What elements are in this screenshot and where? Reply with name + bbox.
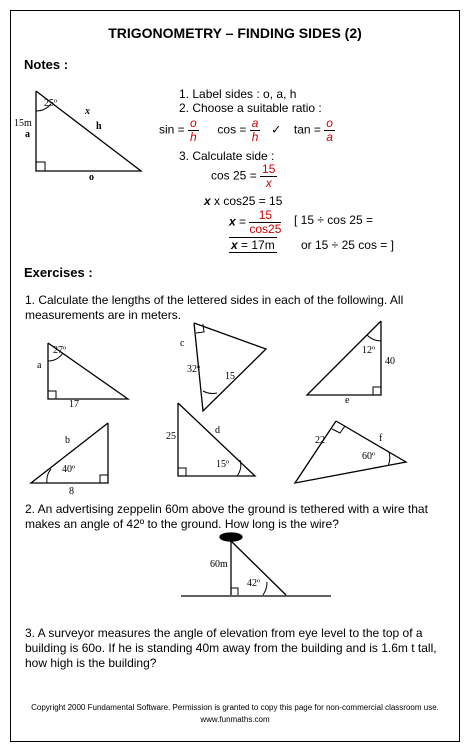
tan-den: a xyxy=(326,130,333,144)
calc-line-1-fraction xyxy=(260,163,277,190)
tan-fraction xyxy=(324,117,335,144)
cos-fraction xyxy=(250,117,261,144)
calc-line-1-num: 15 xyxy=(262,162,276,176)
calc-line-3-eq: = xyxy=(235,214,247,229)
ex5-angle: 15º xyxy=(216,459,230,470)
notes-hyp-x: x xyxy=(85,106,90,117)
ex4-side-b: b xyxy=(65,435,70,446)
ex1-angle: 27º xyxy=(53,345,67,356)
notes-hyp-h: h xyxy=(96,121,102,132)
calc-line-2-x: x xyxy=(204,194,211,208)
ex2-side-c: c xyxy=(180,338,185,349)
question-2: 2. An advertising zeppelin 60m above the ground is tethered with a wire that makes an angle of 42º to the ground. How long is the wire? xyxy=(25,502,428,531)
calc-line-1-den: x xyxy=(265,176,272,190)
ex1-side-a: a xyxy=(37,360,42,371)
ex1-base: 17 xyxy=(69,399,79,410)
notes-side-a: a xyxy=(25,129,30,140)
step-3: 3. Calculate side : xyxy=(179,149,275,163)
ex6-side-f: f xyxy=(379,433,383,444)
calc-line-2 xyxy=(204,194,282,208)
calc-note-2: or 15 ÷ 25 cos = ] xyxy=(301,238,394,252)
ex5-side: 25 xyxy=(166,431,176,442)
ex5-side-d: d xyxy=(215,425,220,436)
footer-copyright: Copyright 2000 Fundamental Software. Permission is granted to copy this page for non-commercial classroom use. xyxy=(31,703,439,712)
step-2: 2. Choose a suitable ratio : xyxy=(179,101,322,115)
cos-num: a xyxy=(251,116,259,130)
page-title: TRIGONOMETRY – FINDING SIDES (2) xyxy=(108,25,362,41)
calc-line-3-fraction xyxy=(249,209,281,236)
tan-num: o xyxy=(326,116,333,130)
ex4-base: 8 xyxy=(69,486,74,497)
ex3-angle: 12º xyxy=(362,345,376,356)
footer-url: www.funmaths.com xyxy=(200,715,270,724)
step-1: 1. Label sides : o, a, h xyxy=(179,87,297,101)
sin-label: sin = xyxy=(159,122,185,137)
calc-note-1: [ 15 ÷ cos 25 = xyxy=(294,213,373,227)
notes-heading: Notes : xyxy=(24,57,69,72)
ex2-angle: 32º xyxy=(187,364,201,375)
ex3-side-e: e xyxy=(345,395,350,406)
sin-num: o xyxy=(190,116,197,130)
calc-line-3-num: 15 xyxy=(249,209,281,223)
notes-angle: 25º xyxy=(44,98,58,109)
exercise-triangle-6 xyxy=(295,421,406,483)
calc-line-2-rest: x cos25 = 15 xyxy=(210,194,283,208)
exercises-heading: Exercises : xyxy=(24,265,93,280)
calc-line-4 xyxy=(229,237,277,253)
ex6-angle: 60º xyxy=(362,451,376,462)
notes-base-o: o xyxy=(89,172,94,183)
worksheet xyxy=(10,10,460,742)
ex3-side: 40 xyxy=(385,356,395,367)
ex6-side: 22 xyxy=(315,435,325,446)
ex2-hyp: 15 xyxy=(225,371,235,382)
calc-line-4-rest: = 17m xyxy=(237,238,275,252)
ex4-angle: 40º xyxy=(62,464,76,475)
cos-den: h xyxy=(251,130,259,144)
tan-label: tan = xyxy=(293,122,321,137)
calc-line-4-x: x xyxy=(231,238,238,252)
calc-line-3 xyxy=(229,209,281,236)
calc-line-1 xyxy=(211,163,277,190)
question-1: 1. Calculate the lengths of the lettered sides in each of the following. All measurements are in meters. xyxy=(25,293,404,322)
calc-line-3-x: x xyxy=(229,214,236,229)
zeppelin-angle: 42º xyxy=(247,578,261,589)
calc-line-1-left: cos 25 = xyxy=(211,168,257,183)
check-icon: ✓ xyxy=(271,122,282,137)
sin-fraction xyxy=(188,117,199,144)
question-3: 3. A surveyor measures the angle of elevation from eye level to the top of a building is 60o. If he is standing 40m away from the building and is 1.6m t tall, how high is the building? xyxy=(25,626,437,670)
calc-line-3-den: cos25 xyxy=(249,222,282,236)
sin-den: h xyxy=(190,130,197,144)
exercise-triangle-2 xyxy=(194,323,266,411)
ratio-row xyxy=(159,117,335,144)
cos-label: cos = xyxy=(217,122,247,137)
notes-side-length: 15m xyxy=(14,118,32,129)
exercise-triangle-3 xyxy=(307,321,381,395)
zeppelin-height: 60m xyxy=(210,559,228,570)
